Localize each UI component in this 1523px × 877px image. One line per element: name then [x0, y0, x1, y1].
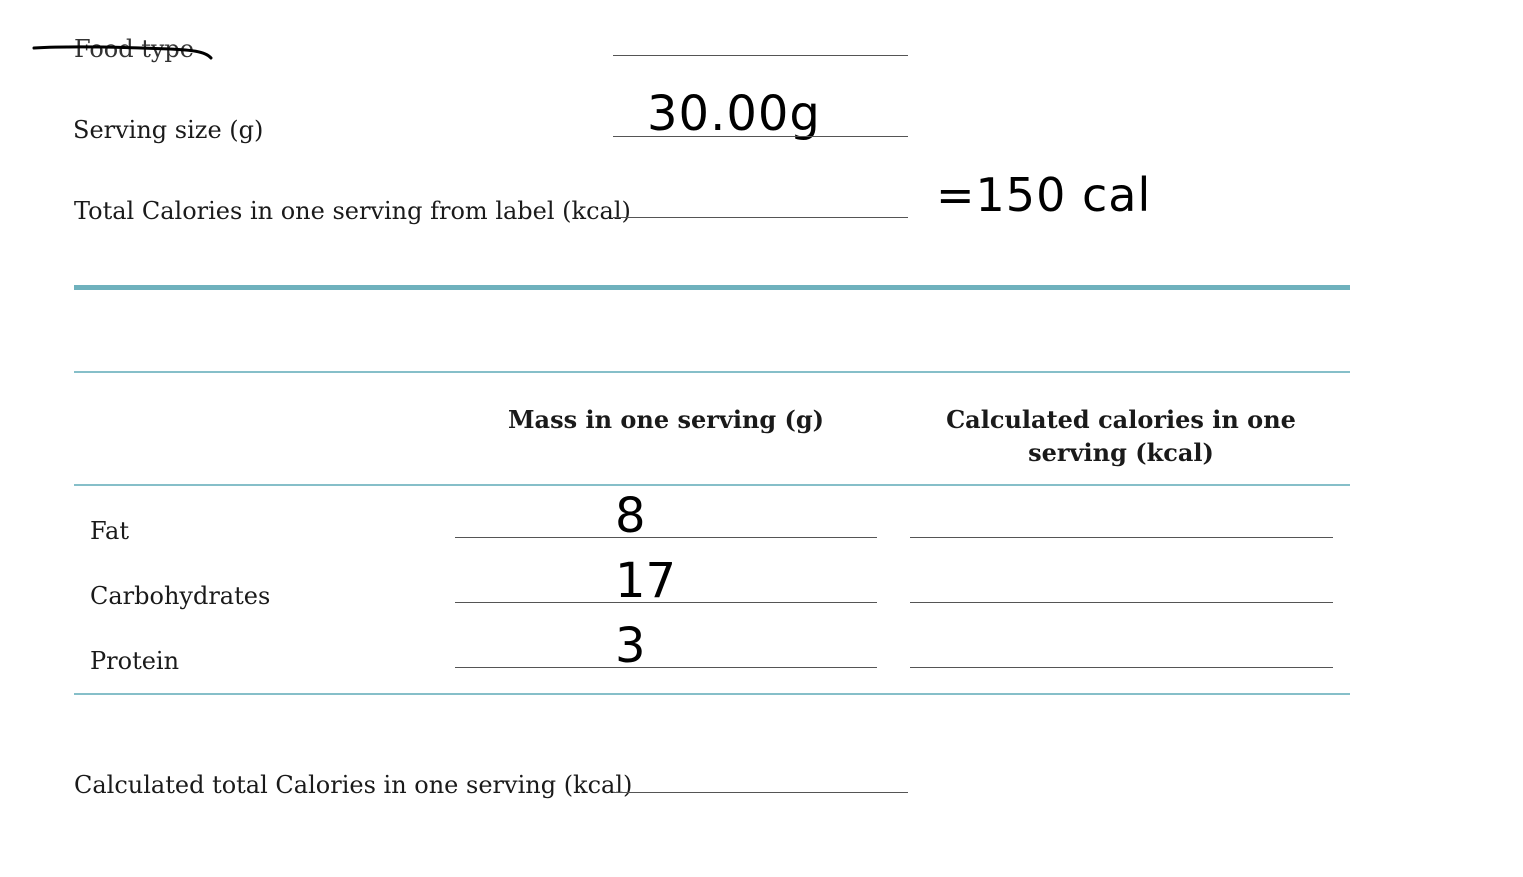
header-mass: Mass in one serving (g)	[507, 405, 825, 434]
food-type-field[interactable]	[613, 20, 908, 56]
protein-mass-value: 3	[615, 618, 646, 674]
carbohydrates-mass-blank	[455, 602, 877, 603]
protein-calories-blank	[910, 667, 1333, 668]
carbohydrates-calories-blank	[910, 602, 1333, 603]
total-calories-label-value: =150 cal	[936, 168, 1152, 222]
nutrient-carbohydrates-label: Carbohydrates	[90, 582, 271, 610]
protein-mass-blank	[455, 667, 877, 668]
nutrient-fat-label: Fat	[90, 517, 129, 545]
calculated-total-label: Calculated total Calories in one serving (kcal)	[74, 771, 633, 799]
total-calories-label-blank[interactable]	[613, 217, 908, 218]
calculated-total-blank	[613, 792, 908, 793]
protein-mass-field[interactable]	[455, 618, 877, 674]
fat-mass-field[interactable]	[455, 488, 877, 544]
calculated-total-field[interactable]	[613, 755, 908, 793]
fat-mass-value: 8	[615, 488, 646, 544]
table-bottom-rule	[74, 693, 1350, 695]
serving-size-label: Serving size (g)	[73, 116, 264, 144]
carbohydrates-mass-field[interactable]	[455, 553, 877, 609]
nutrient-protein-label: Protein	[90, 647, 180, 675]
protein-calories-field[interactable]	[910, 618, 1333, 669]
header-calories: Calculated calories in one serving (kcal)	[946, 405, 1296, 467]
serving-size-blank	[613, 136, 908, 137]
table-header-rule	[74, 484, 1350, 486]
fat-calories-blank	[910, 537, 1333, 538]
carbohydrates-calories-field[interactable]	[910, 553, 1333, 604]
serving-size-value: 30.00g	[647, 86, 821, 142]
food-type-label: Food type	[74, 35, 194, 63]
strikethrough-mark	[30, 40, 220, 64]
fat-mass-blank	[455, 537, 877, 538]
total-calories-label-label: Total Calories in one serving from label (kcal)	[74, 197, 631, 225]
serving-size-field[interactable]	[613, 86, 908, 142]
fat-calories-field[interactable]	[910, 488, 1333, 539]
table-top-rule	[74, 371, 1350, 373]
carbohydrates-mass-value: 17	[615, 553, 677, 609]
food-type-blank	[613, 55, 908, 56]
section-divider	[74, 285, 1350, 290]
